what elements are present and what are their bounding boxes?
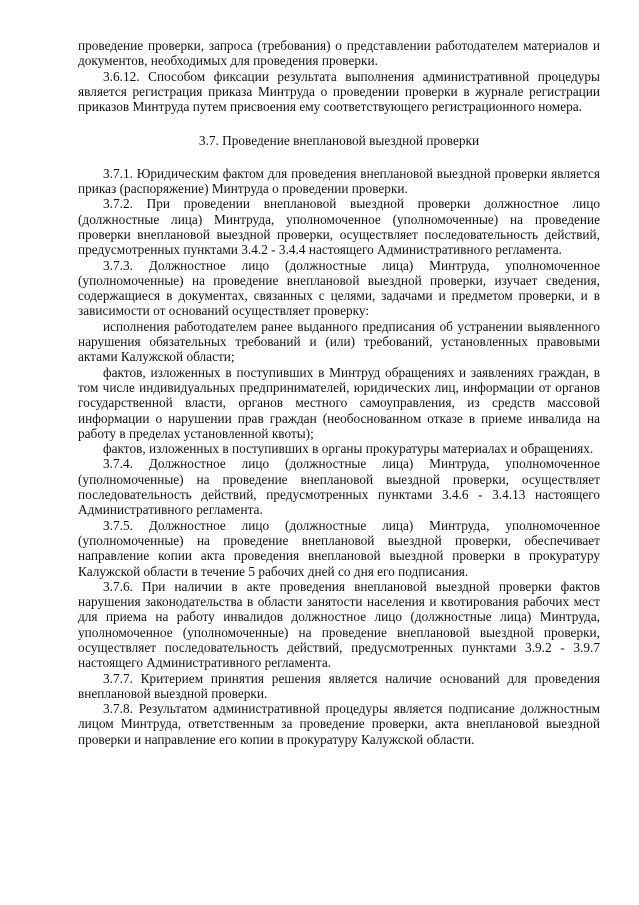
section-heading: 3.7. Проведение внеплановой выездной проверки xyxy=(198,133,480,149)
paragraph-item-prescription: исполнения работодателем ранее выданного предписания об устранении выявленного нарушения обязательных требований и (или) требований, установленных правовыми актами Калужской области; xyxy=(78,318,600,365)
paragraph-3-7-8: 3.7.8. Результатом административной процедуры является подписание должностным лицом Минтруда, ответственным за проведение проверки, акта внеплановой выездной проверки и направление его копии в прокуратуру Калужской области. xyxy=(78,701,600,747)
paragraph-3-7-6: 3.7.6. При наличии в акте проведения внеплановой выездной проверки фактов нарушения законодательства в области занятости населения и квотирования рабочих мест для приема на работу инвалидов должностное лицо (должностные лица) Минтруда, уполномоченное (уполномоченные) на проведение внеплановой выездной проверки, осуществляет последовательность действий, предусмотренных пунктами 3.9.2 - 3.9.7 настоящего Административного регламента. xyxy=(78,578,600,671)
paragraph-continuation: проведение проверки, запроса (требования) о представлении работодателем материалов и документов, необходимых для проведения проверки. xyxy=(78,38,600,69)
paragraph-item-complaints: фактов, изложенных в поступивших в Минтруд обращениях и заявлениях граждан, в том числе индивидуальных предпринимателей, юридических лиц, информации от органов государственной власти, органов местного самоуправления, из средств массовой информации о нарушении прав граждан (необоснованном отказе в приеме инвалида на работу в пределах установленной квоты); xyxy=(78,364,600,441)
paragraph-3-7-5: 3.7.5. Должностное лицо (должностные лица) Минтруда, уполномоченное (уполномоченные) на проведение внеплановой выездной проверки, обеспечивает направление копии акта проведения внеплановой выездной проверки в прокуратуру Калужской области в течение 5 рабочих дней со дня его подписания. xyxy=(78,517,600,579)
paragraph-3-6-12: 3.6.12. Способом фиксации результата выполнения административной процедуры является регистрация приказа Минтруда о проведении проверки в журнале регистрации приказов Минтруда путем присвоения ему соответствующего регистрационного номера. xyxy=(78,68,600,115)
paragraph-3-7-3: 3.7.3. Должностное лицо (должностные лица) Минтруда, уполномоченное (уполномоченные) на проведение внеплановой выездной проверки, изучает сведения, содержащиеся в документах, связанных с целями, задачами и предметом проверки, и в зависимости от оснований осуществляет проверку: xyxy=(78,257,600,319)
paragraph-3-7-1: 3.7.1. Юридическим фактом для проведения внеплановой выездной проверки является приказ (распоряжение) Минтруда о проведении проверки. xyxy=(78,165,600,197)
document-body xyxy=(78,38,600,747)
paragraph-3-7-7: 3.7.7. Критерием принятия решения является наличие оснований для проведения внеплановой выездной проверки. xyxy=(78,670,600,701)
paragraph-3-7-2: 3.7.2. При проведении внеплановой выездной проверки должностное лицо (должностные лица) Минтруда, уполномоченное (уполномоченные) на проведение проверки внеплановой выездной проверки, осуществляет последовательность действий, предусмотренных пунктами 3.4.2 - 3.4.4 настоящего Административного регламента. xyxy=(78,196,600,258)
paragraph-3-7-4: 3.7.4. Должностное лицо (должностные лица) Минтруда, уполномоченное (уполномоченные) на проведение внеплановой выездной проверки, осуществляет последовательность действий, предусмотренных пунктами 3.4.6 - 3.4.13 настоящего Административного регламента. xyxy=(78,456,600,518)
paragraph-item-prosecutor: фактов, изложенных в поступивших в органы прокуратуры материалах и обращениях. xyxy=(103,441,594,457)
